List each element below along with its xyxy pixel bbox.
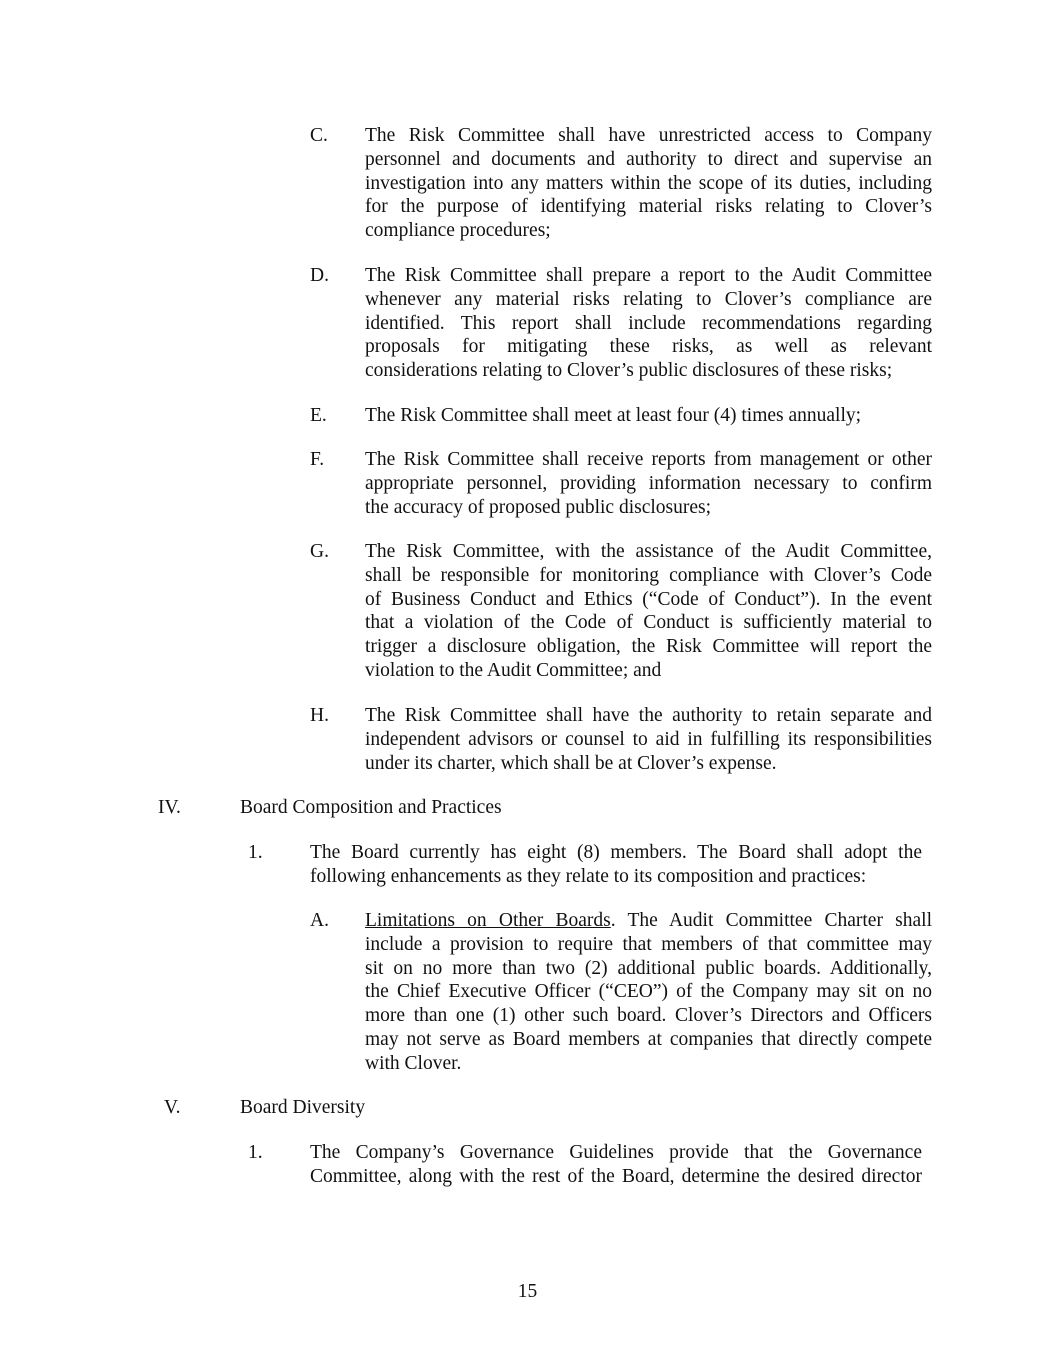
item-label: G. (310, 541, 329, 562)
section-v-item-1 (248, 1141, 922, 1189)
text-line: investigation into any matters within the scope of its duties, including (365, 172, 932, 194)
text-line: for the purpose of identifying material risks relating to Clover’s (365, 196, 932, 218)
item-label: D. (310, 265, 329, 286)
text-line: sit on no more than two (2) additional public boards. Additionally, (365, 957, 932, 979)
text-line: with Clover. (365, 1052, 462, 1074)
section-numeral: IV. (158, 797, 181, 818)
list-item-f (310, 448, 932, 520)
list-item-c (310, 124, 932, 244)
list-item-d (310, 264, 932, 384)
text-line: the Chief Executive Officer (“CEO”) of the Company may sit on no (365, 981, 932, 1003)
text-line: shall be responsible for monitoring compliance with Clover’s Code (365, 564, 932, 586)
section-iv-item-1 (248, 841, 922, 889)
section-v-heading (164, 1096, 664, 1120)
section-numeral: V. (164, 1097, 181, 1118)
item-text (310, 841, 922, 889)
item-label: 1. (248, 842, 263, 863)
text-line: The Risk Committee shall receive reports from management or other (365, 449, 932, 470)
list-item-h (310, 704, 932, 776)
text-line: trigger a disclosure obligation, the Risk Committee will report the (365, 636, 932, 658)
text-line: proposals for mitigating these risks, as well as relevant (365, 336, 932, 358)
text-line: The Risk Committee, with the assistance of the Audit Committee, (365, 541, 932, 562)
text-line: The Risk Committee shall have the authority to retain separate and (365, 705, 932, 726)
item-text (365, 264, 932, 383)
text-line (365, 909, 932, 933)
text-line: independent advisors or counsel to aid in fulfilling its responsibilities (365, 728, 932, 750)
section-iv-heading (158, 796, 658, 820)
text-line: Committee, along with the rest of the Board, determine the desired director (310, 1165, 922, 1187)
page-number: 15 (517, 1281, 538, 1302)
item-label: 1. (248, 1142, 263, 1163)
item-text (365, 909, 932, 1076)
item-text (310, 1141, 922, 1189)
item-label: H. (310, 705, 329, 726)
text-line: may not serve as Board members at companies that directly compete (365, 1028, 932, 1050)
item-text (365, 540, 932, 683)
item-text (365, 704, 932, 775)
item-label: A. (310, 910, 329, 931)
first-line-rest: . The Audit Committee Charter shall (610, 910, 932, 931)
text-line: more than one (1) other such board. Clover’s Directors and Officers (365, 1005, 932, 1027)
list-item-e (310, 404, 932, 428)
text-line: include a provision to require that members of that committee may (365, 933, 932, 955)
list-item-g (310, 540, 932, 684)
text-line: considerations relating to Clover’s public disclosures of these risks; (365, 360, 893, 382)
text-line: compliance procedures; (365, 220, 551, 242)
text-line: that a violation of the Code of Conduct is sufficiently material to (365, 612, 932, 634)
text-line: of Business Conduct and Ethics (“Code of Conduct”). In the event (365, 588, 932, 610)
text-line: The Risk Committee shall have unrestricted access to Company (365, 125, 932, 146)
text-line: appropriate personnel, providing information necessary to confirm (365, 472, 932, 494)
text-line: identified. This report shall include recommendations regarding (365, 312, 932, 334)
section-iv-item-a (310, 909, 932, 1077)
item-text (365, 448, 932, 519)
underlined-heading: Limitations on Other Boards (365, 910, 611, 931)
text-line: The Risk Committee shall prepare a report to the Audit Committee (365, 265, 932, 286)
section-title: Board Composition and Practices (240, 797, 502, 818)
text-line: following enhancements as they relate to its composition and practices: (310, 865, 867, 887)
text-line: under its charter, which shall be at Clover’s expense. (365, 752, 777, 774)
text-line: violation to the Audit Committee; and (365, 659, 662, 681)
section-title: Board Diversity (240, 1097, 366, 1118)
text-line: the accuracy of proposed public disclosures; (365, 496, 712, 518)
item-label: E. (310, 405, 327, 426)
item-text (365, 404, 932, 428)
text-line: The Risk Committee shall meet at least four (4) times annually; (365, 405, 862, 426)
text-line: The Board currently has eight (8) members. The Board shall adopt the (310, 842, 922, 863)
item-text (365, 124, 932, 243)
text-line: personnel and documents and authority to direct and supervise an (365, 148, 932, 170)
text-line: The Company’s Governance Guidelines provide that the Governance (310, 1142, 922, 1163)
item-label: C. (310, 125, 328, 146)
text-line: whenever any material risks relating to Clover’s compliance are (365, 288, 932, 310)
item-label: F. (310, 449, 325, 470)
